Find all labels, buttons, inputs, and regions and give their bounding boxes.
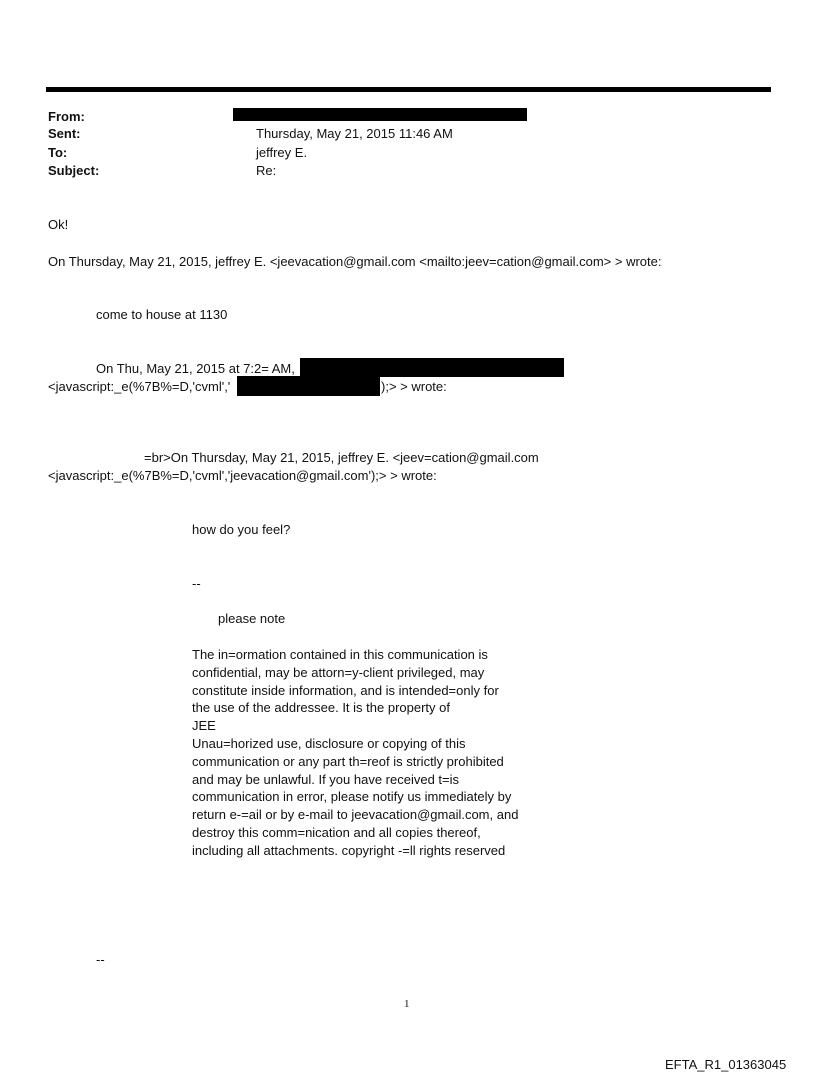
disclaimer-line: communication or any part th=reof is strictly prohibited: [192, 753, 504, 769]
disclaimer-line: constitute inside information, and is intended=only for: [192, 682, 499, 698]
quote1-intro: On Thursday, May 21, 2015, jeffrey E. <jeevacation@gmail.com <mailto:jeev=cation@gmail.com> > wrote:: [48, 254, 662, 269]
subject-value: Re:: [256, 163, 277, 178]
disclaimer-line: JEE: [192, 718, 216, 734]
please-note: please note: [218, 611, 286, 626]
disclaimer-paragraph: [192, 646, 518, 860]
page-number: 1: [404, 998, 410, 1010]
disclaimer-line: destroy this comm=nication and all copies thereof,: [192, 824, 481, 840]
disclaimer-line: confidential, may be attorn=y-client privileged, may: [192, 664, 485, 680]
from-label: From:: [48, 109, 85, 124]
to-label: To:: [48, 145, 68, 160]
from-redaction: [233, 108, 527, 121]
sent-label: Sent:: [48, 126, 81, 141]
disclaimer-line: The in=ormation contained in this communication is: [192, 647, 488, 662]
disclaimer-line: communication in error, please notify us immediately by: [192, 789, 512, 805]
disclaimer-line: and may be unlawful. If you have received t=is: [192, 771, 460, 787]
to-value: jeffrey E.: [256, 145, 308, 160]
quote3-intro-line1: =br>On Thursday, May 21, 2015, jeffrey E. <jeev=cation@gmail.com: [144, 450, 539, 465]
quote2-intro-line1: On Thu, May 21, 2015 at 7:2= AM,: [96, 361, 295, 376]
question-text: how do you feel?: [192, 522, 291, 537]
end-separator: --: [96, 952, 105, 967]
quote2-sender-redaction: [300, 358, 564, 377]
disclaimer-line: the use of the addressee. It is the property of: [192, 700, 450, 716]
disclaimer-line: Unau=horized use, disclosure or copying of this: [192, 735, 466, 751]
signature-separator: --: [192, 576, 201, 591]
document-id: EFTA_R1_01363045: [665, 1057, 787, 1072]
subject-label: Subject:: [48, 163, 100, 178]
quote2-email-redaction: [237, 376, 380, 396]
quote2-intro-line2-suffix: );> > wrote:: [381, 379, 447, 394]
sent-value: Thursday, May 21, 2015 11:46 AM: [256, 126, 453, 141]
reply-text: Ok!: [48, 217, 69, 232]
quote2-intro-line2-prefix: <javascript:_e(%7B%=D,'cvml',': [48, 379, 231, 394]
disclaimer-line: including all attachments. copyright -=ll rights reserved: [192, 842, 506, 858]
header-rule: [46, 87, 771, 92]
quote3-intro-line2: <javascript:_e(%7B%=D,'cvml','jeevacation@gmail.com');> > wrote:: [48, 468, 437, 483]
disclaimer-line: return e-=ail or by e-mail to jeevacation@gmail.com, and: [192, 807, 519, 823]
quote1-text: come to house at 1130: [96, 307, 228, 322]
